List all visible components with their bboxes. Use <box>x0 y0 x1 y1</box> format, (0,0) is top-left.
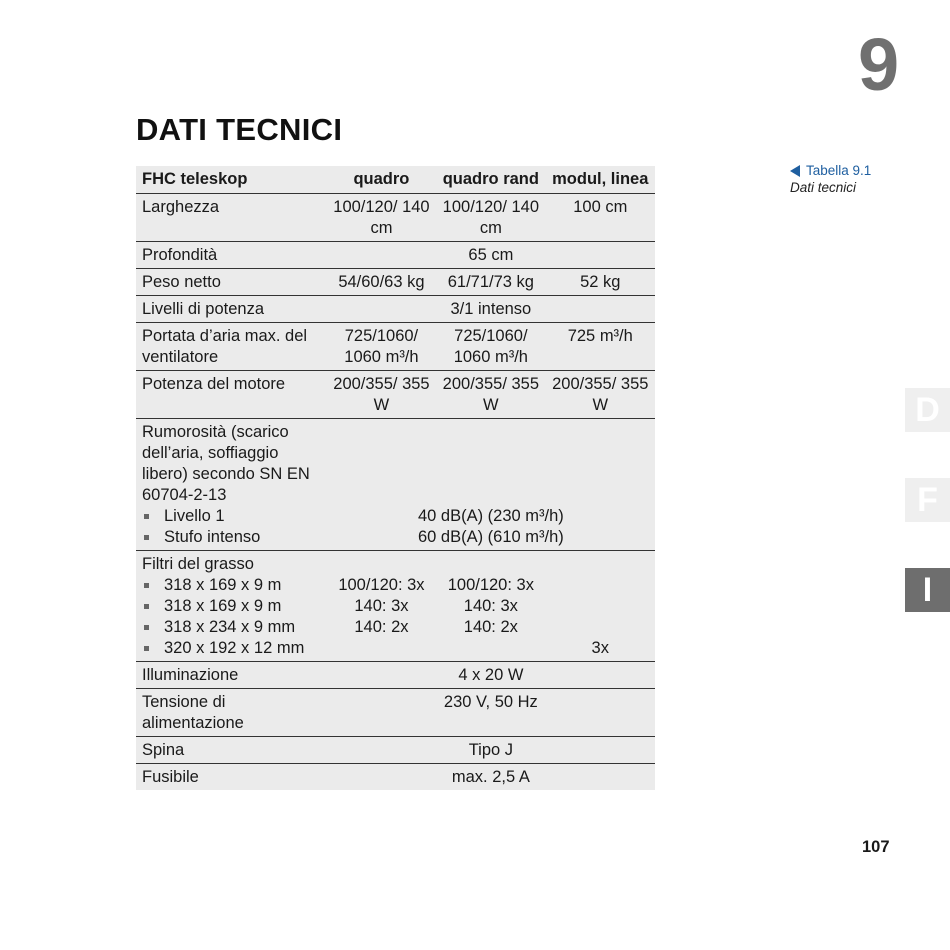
filter-item-label: 320 x 192 x 12 mm <box>142 638 321 659</box>
filter-item-label: 318 x 169 x 9 m <box>142 596 321 617</box>
cell-shared-value: Tipo J <box>468 741 514 759</box>
cell-modul-linea: 200/355/ 355 W <box>552 375 649 414</box>
row-label: Illuminazione <box>142 666 239 684</box>
table-row <box>136 689 655 737</box>
cell-modul-linea: 725 m³/h <box>567 327 633 345</box>
table-row <box>136 194 655 242</box>
cell-shared-value: 65 cm <box>468 246 514 264</box>
cell-quadro: 100/120/ 140 cm <box>333 198 430 237</box>
language-tab-d[interactable]: D <box>905 388 950 432</box>
cell-quadro: 54/60/63 kg <box>338 273 425 291</box>
cell-quadro: 725/1060/ 1060 m³/h <box>344 327 419 366</box>
spacer <box>333 554 430 575</box>
caption-label <box>790 162 871 179</box>
noise-item-value: 60 dB(A) (610 m³/h) <box>417 528 564 546</box>
row-label: Peso netto <box>142 273 221 291</box>
filter-count: 140: 2x <box>463 618 518 636</box>
table-caption <box>790 162 871 196</box>
cell-shared-value: 4 x 20 W <box>458 666 524 684</box>
cell-quadro-rand: 725/1060/ 1060 m³/h <box>453 327 528 366</box>
cell-shared-value: 3/1 intenso <box>450 300 532 318</box>
table-row <box>136 269 655 296</box>
table-row <box>136 551 655 662</box>
noise-item-label: Stufo intenso <box>142 527 321 548</box>
filter-count: 140: 3x <box>463 597 518 615</box>
spacer <box>442 554 539 575</box>
table-row <box>136 662 655 689</box>
row-label <box>136 419 327 551</box>
page-title: DATI TECNICI <box>136 112 343 147</box>
table-row <box>136 764 655 791</box>
filter-heading: Filtri del grasso <box>142 555 254 573</box>
header-modul-linea: modul, linea <box>552 170 649 188</box>
cell-quadro-rand <box>436 551 545 662</box>
table-row <box>136 296 655 323</box>
filter-item-label: 318 x 169 x 9 m <box>142 575 321 596</box>
spacer <box>333 422 649 506</box>
row-label: Tensione di alimentazione <box>142 693 244 732</box>
table-row <box>136 371 655 419</box>
filter-count: 3x <box>591 639 609 657</box>
row-label: Fusibile <box>142 768 199 786</box>
filter-count: 140: 3x <box>354 597 409 615</box>
filter-count: 100/120: 3x <box>338 576 425 594</box>
language-tab-i[interactable]: I <box>905 568 950 612</box>
row-label: Profondità <box>142 246 218 264</box>
header-quadro-rand: quadro rand <box>442 170 539 188</box>
cell-quadro: 200/355/ 355 W <box>333 375 430 414</box>
cell-shared-value: max. 2,5 A <box>451 768 530 786</box>
cell-modul-linea <box>546 551 655 662</box>
cell-modul-linea: 100 cm <box>573 198 628 216</box>
chapter-number: 9 <box>858 23 900 106</box>
cell-quadro-rand: 100/120/ 140 cm <box>442 198 540 237</box>
spec-table <box>136 166 655 790</box>
page-number: 107 <box>862 838 890 856</box>
filter-count <box>552 575 649 596</box>
spacer <box>552 554 649 575</box>
table-row <box>136 419 655 551</box>
row-label: Livelli di potenza <box>142 300 264 318</box>
table-header-row <box>136 166 655 194</box>
row-label: Potenza del motore <box>142 375 286 393</box>
filter-count: 100/120: 3x <box>447 576 534 594</box>
cell-shared-value: 230 V, 50 Hz <box>443 693 538 711</box>
filter-item-label: 318 x 234 x 9 mm <box>142 617 321 638</box>
filter-count <box>552 596 649 617</box>
filter-count <box>333 638 430 659</box>
caption-label-text: Tabella 9.1 <box>806 163 872 178</box>
filter-count: 140: 2x <box>354 618 409 636</box>
row-label: Spina <box>142 741 185 759</box>
table-row <box>136 242 655 269</box>
noise-item-label: Livello 1 <box>142 506 321 527</box>
arrow-left-icon <box>790 165 800 177</box>
filter-count <box>552 617 649 638</box>
table-row <box>136 323 655 371</box>
noise-item-value: 40 dB(A) (230 m³/h) <box>417 507 564 525</box>
table-row <box>136 737 655 764</box>
row-label <box>136 551 327 662</box>
header-product: FHC teleskop <box>142 170 248 188</box>
filter-count <box>442 638 539 659</box>
cell-quadro-rand: 200/355/ 355 W <box>442 375 540 414</box>
caption-text: Dati tecnici <box>790 180 857 195</box>
cell-quadro-rand: 61/71/73 kg <box>447 273 534 291</box>
cell-quadro <box>327 551 436 662</box>
noise-heading: Rumorosità (scarico dell’aria, soffiaggio libero) secondo SN EN 60704-2-13 <box>142 423 310 504</box>
cell-shared-value <box>327 419 655 551</box>
row-label: Portata d’aria max. del ventilatore <box>142 327 308 366</box>
row-label: Larghezza <box>142 198 220 216</box>
header-quadro: quadro <box>353 170 410 188</box>
language-tab-f[interactable]: F <box>905 478 950 522</box>
cell-modul-linea: 52 kg <box>580 273 621 291</box>
